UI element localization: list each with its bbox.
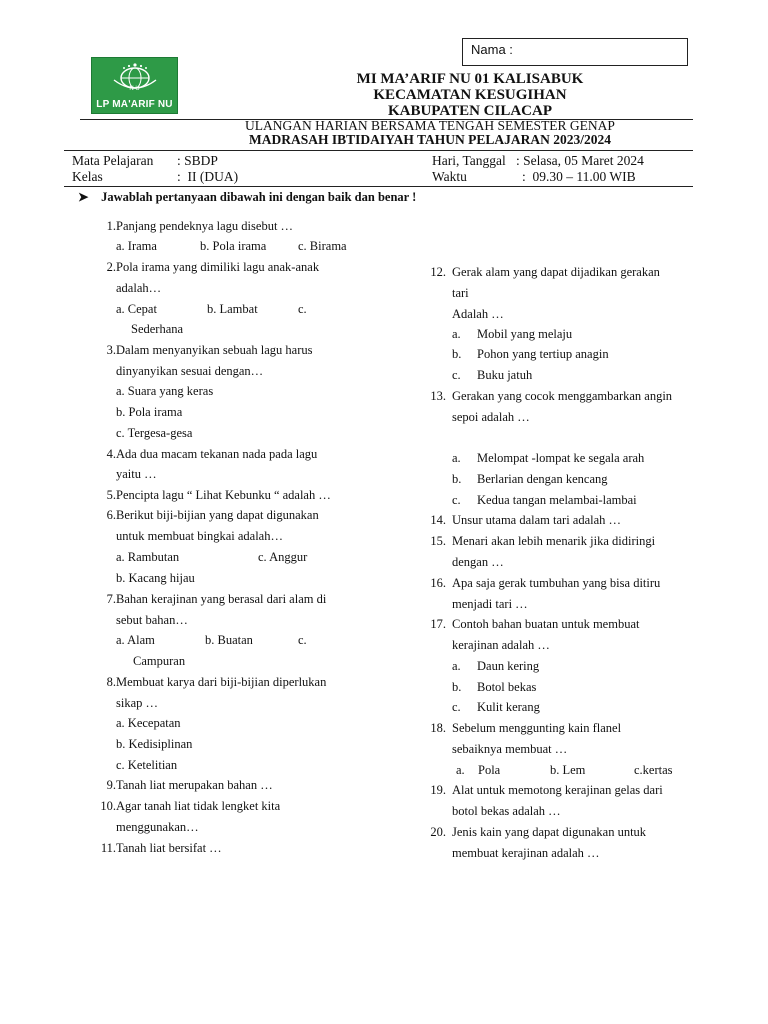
q8-option-b[interactable]: b. Kedisiplinan	[116, 737, 193, 751]
q13-option-b[interactable]: b. Berlarian dengan kencang	[452, 472, 608, 486]
q6-option-b[interactable]: b. Kacang hijau	[116, 571, 195, 585]
subject-value: : SBDP	[177, 153, 218, 168]
question-2-cont: adalah…	[116, 281, 162, 295]
question-3-cont: dinyanyikan sesuai dengan…	[116, 364, 264, 378]
q17-option-c[interactable]: c. Kulit kerang	[452, 700, 540, 714]
q8-option-c[interactable]: c. Ketelitian	[116, 758, 178, 772]
question-16-cont: menjadi tari …	[452, 597, 528, 611]
school-regency: KABUPATEN CILACAP	[387, 103, 553, 119]
q3-option-a[interactable]: a. Suara yang keras	[116, 384, 214, 398]
q6-option-c[interactable]: c. Anggur	[258, 550, 308, 564]
q7-option-c[interactable]: c.	[298, 633, 307, 647]
q2-option-b[interactable]: b. Lambat	[207, 302, 258, 316]
exam-subtitle: MADRASAH IBTIDAIYAH TAHUN PELAJARAN 2023/2024	[248, 132, 612, 147]
q18-option-b[interactable]: b. Lem	[550, 763, 586, 777]
question-8-cont: sikap …	[116, 696, 159, 710]
q18-option-a[interactable]: a. Pola	[456, 763, 501, 777]
q13-option-a[interactable]: a. Melompat -lompat ke segala arah	[452, 451, 645, 465]
q17-option-a[interactable]: a. Daun kering	[452, 659, 540, 673]
question-10-cont: menggunakan…	[116, 820, 199, 834]
question-20-cont: membuat kerajinan adalah …	[452, 846, 600, 860]
q7-option-a[interactable]: a. Alam	[116, 633, 155, 647]
q8-option-a[interactable]: a. Kecepatan	[116, 716, 181, 730]
logo-nu-letters: N U	[129, 86, 140, 92]
class-value: : II (DUA)	[177, 169, 239, 184]
instruction: ➤ Jawablah pertanyaan dibawah ini dengan baik dan benar !	[78, 190, 417, 204]
question-12-cont: tari	[452, 286, 469, 300]
info-top-divider	[64, 150, 693, 151]
subject-label: Mata Pelajaran	[72, 153, 154, 168]
q12-option-c[interactable]: c. Buku jatuh	[452, 368, 533, 382]
q1-option-c[interactable]: c. Birama	[298, 239, 347, 253]
q7-option-b[interactable]: b. Buatan	[205, 633, 253, 647]
school-district: KECAMATAN KESUGIHAN	[373, 87, 567, 103]
date-label: Hari, Tanggal	[432, 153, 506, 168]
exam-title: ULANGAN HARIAN BERSAMA TENGAH SEMESTER GENAP	[245, 118, 615, 133]
q7-option-c-text[interactable]: Campuran	[133, 654, 186, 668]
arrow-icon: ➤	[78, 190, 89, 204]
q3-option-b[interactable]: b. Pola irama	[116, 405, 183, 419]
q17-option-b[interactable]: b. Botol bekas	[452, 680, 537, 694]
question-18-cont: sebaiknya membuat …	[452, 742, 568, 756]
question-4-cont: yaitu …	[116, 467, 157, 481]
logo-text: LP MA'ARIF NU	[96, 99, 173, 110]
lp-maarif-nu-logo	[91, 57, 178, 114]
school-name: MI MA’ARIF NU 01 KALISABUK	[356, 71, 584, 87]
q12-option-b[interactable]: b. Pohon yang tertiup anagin	[452, 347, 609, 361]
question-12-cont2: Adalah …	[452, 307, 504, 321]
time-value: : 09.30 – 11.00 WIB	[522, 169, 636, 184]
q2-option-c-text[interactable]: Sederhana	[131, 322, 184, 336]
q1-option-b[interactable]: b. Pola irama	[200, 239, 267, 253]
question-13-cont: sepoi adalah …	[452, 410, 530, 424]
q3-option-c[interactable]: c. Tergesa-gesa	[116, 426, 193, 440]
question-6-cont: untuk membuat bingkai adalah…	[116, 529, 283, 543]
question-17-cont: kerajinan adalah …	[452, 638, 550, 652]
q18-option-c[interactable]: c.kertas	[634, 763, 673, 777]
class-label: Kelas	[72, 169, 103, 184]
time-label: Waktu	[432, 169, 467, 184]
date-value: : Selasa, 05 Maret 2024	[516, 153, 644, 168]
question-19-cont: botol bekas adalah …	[452, 804, 561, 818]
q6-option-a[interactable]: a. Rambutan	[116, 550, 180, 564]
q12-option-a[interactable]: a. Mobil yang melaju	[452, 327, 573, 341]
question-15-cont: dengan …	[452, 555, 504, 569]
question-7-cont: sebut bahan…	[116, 613, 188, 627]
q2-option-c[interactable]: c.	[298, 302, 307, 316]
q1-option-a[interactable]: a. Irama	[116, 239, 157, 253]
name-field[interactable]: Nama :	[462, 38, 688, 66]
q13-option-c[interactable]: c. Kedua tangan melambai-lambai	[452, 493, 637, 507]
q2-option-a[interactable]: a. Cepat	[116, 302, 157, 316]
info-bottom-divider	[64, 186, 693, 187]
